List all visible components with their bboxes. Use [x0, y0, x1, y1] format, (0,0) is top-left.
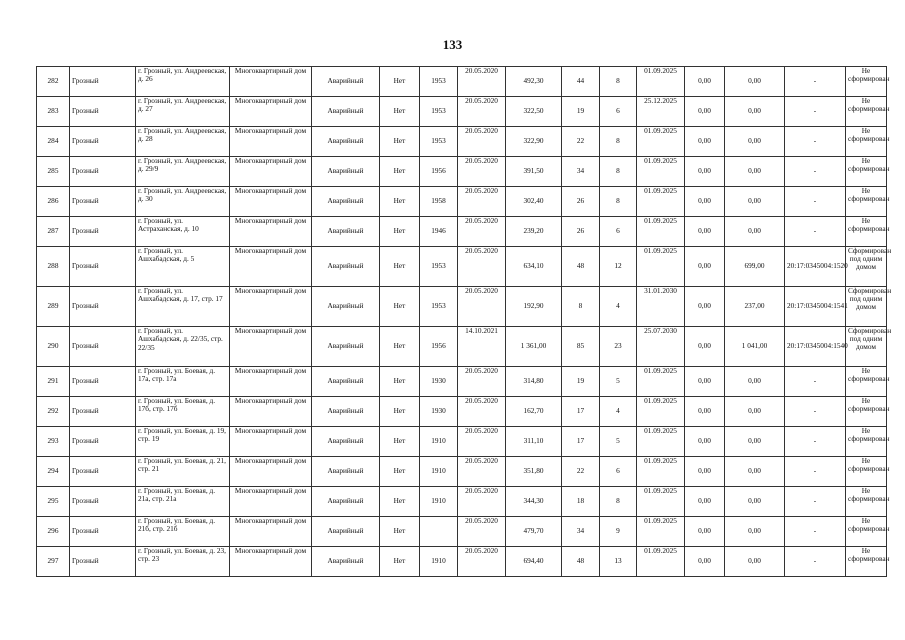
value-a-cell: 0,00 [685, 67, 725, 97]
flag-cell: Нет [380, 157, 420, 187]
value-b-cell: 0,00 [725, 547, 785, 577]
row-number: 292 [37, 397, 70, 427]
cadastral-number-cell: - [785, 547, 846, 577]
cadastral-number-cell: - [785, 487, 846, 517]
row-number: 296 [37, 517, 70, 547]
flag-cell: Нет [380, 127, 420, 157]
value-b-cell: 1 041,00 [725, 327, 785, 367]
cadastral-number-cell: - [785, 187, 846, 217]
recognized-date-cell: 20.05.2020 [458, 187, 506, 217]
address-cell: г. Грозный, ул. Ашхабадская, д. 5 [136, 247, 230, 287]
units-cell: 8 [600, 157, 637, 187]
city-cell: Грозный [70, 547, 136, 577]
resettle-date-cell: 01.09.2025 [637, 427, 685, 457]
table-row [37, 127, 887, 157]
city-cell: Грозный [70, 517, 136, 547]
address-cell: г. Грозный, ул. Андреевская, д. 26 [136, 67, 230, 97]
land-status-cell: Не сформирован [846, 397, 887, 427]
units-cell: 8 [600, 127, 637, 157]
units-cell: 8 [600, 487, 637, 517]
row-number: 288 [37, 247, 70, 287]
condition-cell: Аварийный [312, 517, 380, 547]
row-number: 291 [37, 367, 70, 397]
year-cell: 1930 [420, 397, 458, 427]
residents-cell: 22 [562, 127, 600, 157]
flag-cell: Нет [380, 187, 420, 217]
cadastral-number-cell: - [785, 427, 846, 457]
land-status-cell: Не сформирован [846, 487, 887, 517]
city-cell: Грозный [70, 157, 136, 187]
land-status-cell: Не сформирован [846, 97, 887, 127]
area-cell: 192,90 [506, 287, 562, 327]
address-cell: г. Грозный, ул. Астраханская, д. 10 [136, 217, 230, 247]
value-b-cell: 237,00 [725, 287, 785, 327]
flag-cell: Нет [380, 97, 420, 127]
row-number: 293 [37, 427, 70, 457]
table-row [37, 287, 887, 327]
table-row [37, 97, 887, 127]
table-row [37, 397, 887, 427]
area-cell: 694,40 [506, 547, 562, 577]
flag-cell: Нет [380, 367, 420, 397]
value-b-cell: 0,00 [725, 127, 785, 157]
units-cell: 6 [600, 457, 637, 487]
house-type-cell: Многоквартирный дом [230, 327, 312, 367]
condition-cell: Аварийный [312, 287, 380, 327]
flag-cell: Нет [380, 457, 420, 487]
resettle-date-cell: 25.12.2025 [637, 97, 685, 127]
condition-cell: Аварийный [312, 247, 380, 287]
flag-cell: Нет [380, 327, 420, 367]
row-number: 287 [37, 217, 70, 247]
row-number: 294 [37, 457, 70, 487]
residents-cell: 17 [562, 397, 600, 427]
recognized-date-cell: 20.05.2020 [458, 217, 506, 247]
condition-cell: Аварийный [312, 397, 380, 427]
land-status-cell: Не сформирован [846, 457, 887, 487]
land-status-cell: Не сформирован [846, 427, 887, 457]
city-cell: Грозный [70, 367, 136, 397]
table-row [37, 67, 887, 97]
units-cell: 4 [600, 287, 637, 327]
units-cell: 6 [600, 217, 637, 247]
cadastral-number-cell: - [785, 397, 846, 427]
value-a-cell: 0,00 [685, 97, 725, 127]
cadastral-number-cell: - [785, 367, 846, 397]
condition-cell: Аварийный [312, 97, 380, 127]
cadastral-number-cell: 20:17:0345004:1520 [785, 247, 846, 287]
value-b-cell: 0,00 [725, 187, 785, 217]
units-cell: 13 [600, 547, 637, 577]
resettle-date-cell: 01.09.2025 [637, 517, 685, 547]
year-cell: 1956 [420, 157, 458, 187]
residents-cell: 19 [562, 97, 600, 127]
cadastral-number-cell: - [785, 97, 846, 127]
land-status-cell: Не сформирован [846, 157, 887, 187]
cadastral-number-cell: - [785, 457, 846, 487]
recognized-date-cell: 20.05.2020 [458, 397, 506, 427]
resettle-date-cell: 01.09.2025 [637, 457, 685, 487]
value-b-cell: 699,00 [725, 247, 785, 287]
year-cell: 1953 [420, 127, 458, 157]
value-b-cell: 0,00 [725, 67, 785, 97]
condition-cell: Аварийный [312, 427, 380, 457]
area-cell: 311,10 [506, 427, 562, 457]
address-cell: г. Грозный, ул. Андреевская, д. 30 [136, 187, 230, 217]
city-cell: Грозный [70, 427, 136, 457]
recognized-date-cell: 14.10.2021 [458, 327, 506, 367]
resettle-date-cell: 01.09.2025 [637, 367, 685, 397]
residents-cell: 44 [562, 67, 600, 97]
area-cell: 239,20 [506, 217, 562, 247]
city-cell: Грозный [70, 127, 136, 157]
resettle-date-cell: 01.09.2025 [637, 67, 685, 97]
house-type-cell: Многоквартирный дом [230, 487, 312, 517]
condition-cell: Аварийный [312, 127, 380, 157]
house-type-cell: Многоквартирный дом [230, 517, 312, 547]
address-cell: г. Грозный, ул. Ашхабадская, д. 17, стр. 17 [136, 287, 230, 327]
residents-cell: 85 [562, 327, 600, 367]
value-a-cell: 0,00 [685, 287, 725, 327]
year-cell: 1946 [420, 217, 458, 247]
recognized-date-cell: 20.05.2020 [458, 287, 506, 327]
units-cell: 12 [600, 247, 637, 287]
recognized-date-cell: 20.05.2020 [458, 547, 506, 577]
resettle-date-cell: 01.09.2025 [637, 157, 685, 187]
table-row [37, 457, 887, 487]
recognized-date-cell: 20.05.2020 [458, 247, 506, 287]
area-cell: 314,80 [506, 367, 562, 397]
condition-cell: Аварийный [312, 367, 380, 397]
land-status-cell: Сформирован под одним домом [846, 287, 887, 327]
house-type-cell: Многоквартирный дом [230, 127, 312, 157]
value-a-cell: 0,00 [685, 427, 725, 457]
address-cell: г. Грозный, ул. Боевая, д. 21б, стр. 21б [136, 517, 230, 547]
resettle-date-cell: 01.09.2025 [637, 187, 685, 217]
value-a-cell: 0,00 [685, 517, 725, 547]
row-number: 295 [37, 487, 70, 517]
address-cell: г. Грозный, ул. Боевая, д. 23, стр. 23 [136, 547, 230, 577]
condition-cell: Аварийный [312, 487, 380, 517]
area-cell: 634,10 [506, 247, 562, 287]
recognized-date-cell: 20.05.2020 [458, 157, 506, 187]
address-cell: г. Грозный, ул. Боевая, д. 21, стр. 21 [136, 457, 230, 487]
city-cell: Грозный [70, 487, 136, 517]
value-b-cell: 0,00 [725, 97, 785, 127]
value-b-cell: 0,00 [725, 367, 785, 397]
residents-cell: 48 [562, 247, 600, 287]
cadastral-number-cell: 20:17:0345004:1541 [785, 287, 846, 327]
row-number: 286 [37, 187, 70, 217]
land-status-cell: Не сформирован [846, 517, 887, 547]
address-cell: г. Грозный, ул. Андреевская, д. 27 [136, 97, 230, 127]
city-cell: Грозный [70, 247, 136, 287]
house-type-cell: Многоквартирный дом [230, 187, 312, 217]
table-row [37, 327, 887, 367]
address-cell: г. Грозный, ул. Боевая, д. 21а, стр. 21а [136, 487, 230, 517]
recognized-date-cell: 20.05.2020 [458, 517, 506, 547]
resettle-date-cell: 31.01.2030 [637, 287, 685, 327]
residents-cell: 18 [562, 487, 600, 517]
house-type-cell: Многоквартирный дом [230, 217, 312, 247]
year-cell: 1953 [420, 97, 458, 127]
cadastral-number-cell: - [785, 157, 846, 187]
area-cell: 322,90 [506, 127, 562, 157]
flag-cell: Нет [380, 247, 420, 287]
units-cell: 4 [600, 397, 637, 427]
area-cell: 162,70 [506, 397, 562, 427]
year-cell: 1910 [420, 487, 458, 517]
value-a-cell: 0,00 [685, 127, 725, 157]
cadastral-number-cell: - [785, 127, 846, 157]
row-number: 283 [37, 97, 70, 127]
value-a-cell: 0,00 [685, 367, 725, 397]
flag-cell: Нет [380, 547, 420, 577]
flag-cell: Нет [380, 397, 420, 427]
address-cell: г. Грозный, ул. Ашхабадская, д. 22/35, стр. 22/35 [136, 327, 230, 367]
cadastral-number-cell: - [785, 67, 846, 97]
area-cell: 344,30 [506, 487, 562, 517]
value-a-cell: 0,00 [685, 457, 725, 487]
area-cell: 302,40 [506, 187, 562, 217]
row-number: 284 [37, 127, 70, 157]
year-cell: 1910 [420, 547, 458, 577]
house-type-cell: Многоквартирный дом [230, 67, 312, 97]
units-cell: 5 [600, 427, 637, 457]
resettle-date-cell: 25.07.2030 [637, 327, 685, 367]
land-status-cell: Сформирован под одним домом [846, 247, 887, 287]
condition-cell: Аварийный [312, 547, 380, 577]
residents-cell: 34 [562, 517, 600, 547]
city-cell: Грозный [70, 397, 136, 427]
recognized-date-cell: 20.05.2020 [458, 487, 506, 517]
table-row [37, 367, 887, 397]
value-a-cell: 0,00 [685, 487, 725, 517]
area-cell: 492,30 [506, 67, 562, 97]
land-status-cell: Не сформирован [846, 187, 887, 217]
table-row [37, 187, 887, 217]
area-cell: 322,50 [506, 97, 562, 127]
resettle-date-cell: 01.09.2025 [637, 397, 685, 427]
recognized-date-cell: 20.05.2020 [458, 127, 506, 157]
address-cell: г. Грозный, ул. Андреевская, д. 29/9 [136, 157, 230, 187]
year-cell: 1953 [420, 287, 458, 327]
row-number: 290 [37, 327, 70, 367]
house-type-cell: Многоквартирный дом [230, 157, 312, 187]
condition-cell: Аварийный [312, 67, 380, 97]
condition-cell: Аварийный [312, 217, 380, 247]
flag-cell: Нет [380, 287, 420, 327]
recognized-date-cell: 20.05.2020 [458, 67, 506, 97]
condition-cell: Аварийный [312, 327, 380, 367]
value-b-cell: 0,00 [725, 517, 785, 547]
table-row [37, 247, 887, 287]
land-status-cell: Не сформирован [846, 217, 887, 247]
value-b-cell: 0,00 [725, 217, 785, 247]
table-row [37, 217, 887, 247]
table-row [37, 427, 887, 457]
units-cell: 8 [600, 187, 637, 217]
house-type-cell: Многоквартирный дом [230, 457, 312, 487]
condition-cell: Аварийный [312, 457, 380, 487]
value-a-cell: 0,00 [685, 187, 725, 217]
residents-cell: 8 [562, 287, 600, 327]
area-cell: 391,50 [506, 157, 562, 187]
resettle-date-cell: 01.09.2025 [637, 247, 685, 287]
resettle-date-cell: 01.09.2025 [637, 127, 685, 157]
value-a-cell: 0,00 [685, 397, 725, 427]
value-a-cell: 0,00 [685, 547, 725, 577]
area-cell: 351,80 [506, 457, 562, 487]
address-cell: г. Грозный, ул. Боевая, д. 17а, стр. 17а [136, 367, 230, 397]
row-number: 297 [37, 547, 70, 577]
year-cell: 1930 [420, 367, 458, 397]
city-cell: Грозный [70, 97, 136, 127]
house-type-cell: Многоквартирный дом [230, 247, 312, 287]
page-number: 133 [442, 37, 463, 52]
row-number: 289 [37, 287, 70, 327]
address-cell: г. Грозный, ул. Андреевская, д. 28 [136, 127, 230, 157]
house-type-cell: Многоквартирный дом [230, 547, 312, 577]
area-cell: 479,70 [506, 517, 562, 547]
land-status-cell: Не сформирован [846, 67, 887, 97]
residents-cell: 34 [562, 157, 600, 187]
land-status-cell: Сформирован под одним домом [846, 327, 887, 367]
city-cell: Грозный [70, 457, 136, 487]
value-a-cell: 0,00 [685, 217, 725, 247]
address-cell: г. Грозный, ул. Боевая, д. 17б, стр. 17б [136, 397, 230, 427]
housing-registry-table [36, 66, 892, 577]
land-status-cell: Не сформирован [846, 127, 887, 157]
year-cell: 1910 [420, 457, 458, 487]
flag-cell: Нет [380, 427, 420, 457]
table-row [37, 487, 887, 517]
house-type-cell: Многоквартирный дом [230, 367, 312, 397]
residents-cell: 22 [562, 457, 600, 487]
recognized-date-cell: 20.05.2020 [458, 457, 506, 487]
table-body [37, 66, 892, 577]
residents-cell: 19 [562, 367, 600, 397]
city-cell: Грозный [70, 217, 136, 247]
condition-cell: Аварийный [312, 157, 380, 187]
recognized-date-cell: 20.05.2020 [458, 427, 506, 457]
year-cell: 1958 [420, 187, 458, 217]
table-row [37, 517, 887, 547]
residents-cell: 48 [562, 547, 600, 577]
value-b-cell: 0,00 [725, 427, 785, 457]
table-row [37, 547, 887, 577]
flag-cell: Нет [380, 67, 420, 97]
residents-cell: 26 [562, 217, 600, 247]
row-number: 285 [37, 157, 70, 187]
year-cell: 1910 [420, 427, 458, 457]
house-type-cell: Многоквартирный дом [230, 97, 312, 127]
city-cell: Грозный [70, 187, 136, 217]
year-cell: 1953 [420, 67, 458, 97]
flag-cell: Нет [380, 517, 420, 547]
flag-cell: Нет [380, 487, 420, 517]
table-row [37, 157, 887, 187]
value-a-cell: 0,00 [685, 157, 725, 187]
recognized-date-cell: 20.05.2020 [458, 97, 506, 127]
value-b-cell: 0,00 [725, 397, 785, 427]
row-number: 282 [37, 67, 70, 97]
residents-cell: 17 [562, 427, 600, 457]
cadastral-number-cell: 20:17:0345004:1540 [785, 327, 846, 367]
year-cell: 1953 [420, 247, 458, 287]
city-cell: Грозный [70, 327, 136, 367]
resettle-date-cell: 01.09.2025 [637, 547, 685, 577]
house-type-cell: Многоквартирный дом [230, 427, 312, 457]
city-cell: Грозный [70, 287, 136, 327]
value-b-cell: 0,00 [725, 457, 785, 487]
value-b-cell: 0,00 [725, 157, 785, 187]
units-cell: 9 [600, 517, 637, 547]
land-status-cell: Не сформирован [846, 547, 887, 577]
value-a-cell: 0,00 [685, 247, 725, 287]
city-cell: Грозный [70, 67, 136, 97]
flag-cell: Нет [380, 217, 420, 247]
address-cell: г. Грозный, ул. Боевая, д. 19, стр. 19 [136, 427, 230, 457]
value-b-cell: 0,00 [725, 487, 785, 517]
resettle-date-cell: 01.09.2025 [637, 487, 685, 517]
value-a-cell: 0,00 [685, 327, 725, 367]
residents-cell: 26 [562, 187, 600, 217]
units-cell: 5 [600, 367, 637, 397]
house-type-cell: Многоквартирный дом [230, 287, 312, 327]
resettle-date-cell: 01.09.2025 [637, 217, 685, 247]
condition-cell: Аварийный [312, 187, 380, 217]
cadastral-number-cell: - [785, 217, 846, 247]
year-cell: 1956 [420, 327, 458, 367]
land-status-cell: Не сформирован [846, 367, 887, 397]
area-cell: 1 361,00 [506, 327, 562, 367]
units-cell: 23 [600, 327, 637, 367]
recognized-date-cell: 20.05.2020 [458, 367, 506, 397]
year-cell [420, 517, 458, 547]
cadastral-number-cell: - [785, 517, 846, 547]
units-cell: 6 [600, 97, 637, 127]
units-cell: 8 [600, 67, 637, 97]
house-type-cell: Многоквартирный дом [230, 397, 312, 427]
